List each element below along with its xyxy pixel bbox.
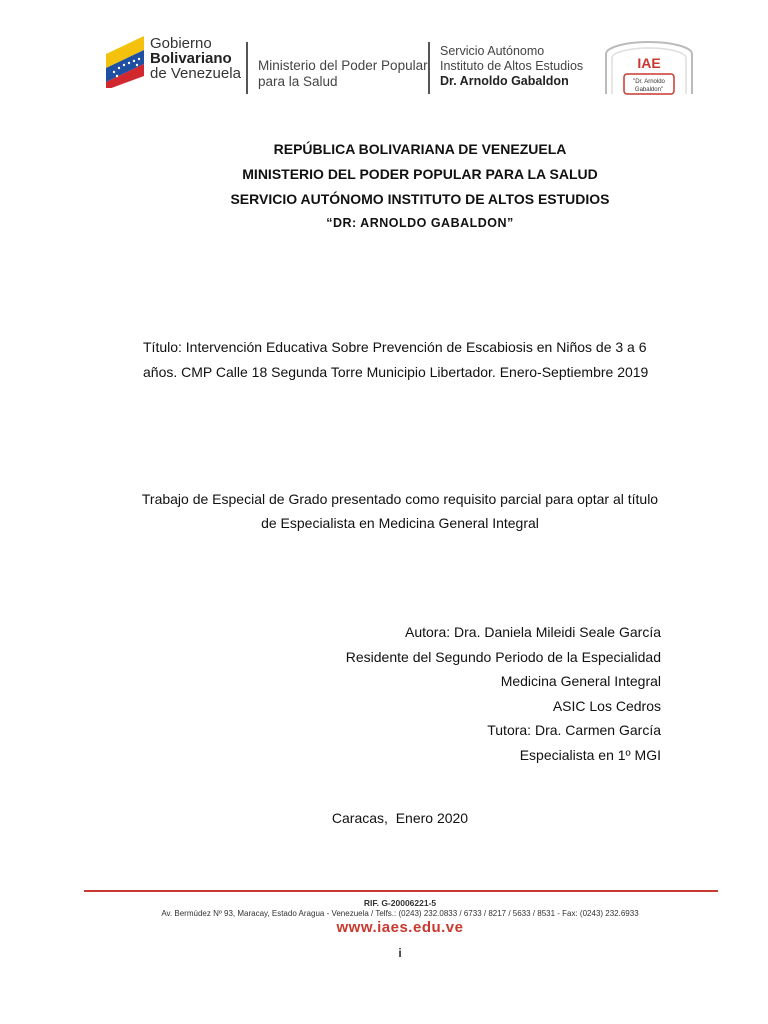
servicio-autonomo-logo-text: Servicio Autónomo Instituto de Altos Estudios Dr. Arnoldo Gabaldon [440,44,584,88]
author-line: Especialista en 1º MGI [519,746,661,763]
header-divider [428,42,430,94]
author-line: Medicina General Integral [500,673,661,690]
thesis-title-line: años. CMP Calle 18 Segunda Torre Municipio Libertador. Enero-Septiembre 2019 [143,364,649,380]
footer-rif: RIF. G-20006221-5 [363,898,437,908]
footer-website: www.iaes.edu.ve [336,919,464,936]
heading-republica: REPÚBLICA BOLIVARIANA DE VENEZUELA [273,141,567,157]
purpose-line: Trabajo de Especial de Grado presentado como requisito parcial para optar al título [141,491,659,507]
page-number: i [398,946,402,960]
author-line: ASIC Los Cedros [552,697,661,714]
iae-logo [602,40,696,96]
author-line: Tutora: Dra. Carmen García [487,722,661,739]
gobierno-bolivariano-logo-text: Gobierno Bolivariano de Venezuela [150,35,241,82]
author-line: Autora: Dra. Daniela Mileidi Seale García [404,624,661,640]
place-date: Caracas, Enero 2020 [331,810,469,826]
author-block [0,620,661,768]
iae-logo-text: IAE [637,55,661,71]
heading-ministerio: MINISTERIO DEL PODER POPULAR PARA LA SALUD [242,166,598,182]
heading-servicio: SERVICIO AUTÓNOMO INSTITUTO DE ALTOS ESTUDIOS [230,191,610,207]
author-line: Residente del Segundo Periodo de la Especialidad [345,648,661,665]
header-divider [246,42,248,94]
iae-logo-subtext: Gabaldon" [634,87,664,93]
footer-address: Av. Bermúdez Nº 93, Maracay, Estado Aragua - Venezuela / Telfs.: (0243) 232.0833 / 6733 / 8217 / 5633 / 8531 - Fax: (0243) 232.6933 [161,909,639,918]
thesis-title-line: Título: Intervención Educativa Sobre Prevención de Escabiosis en Niños de 3 a 6 [143,339,647,355]
footer-rule [84,890,718,892]
heading-arnoldo-gabaldon: “DR: ARNOLDO GABALDON” [326,216,514,230]
purpose-line: de Especialista en Medicina General Integral [261,515,539,531]
venezuela-flag-logo [104,32,148,88]
ministerio-salud-logo-text: Ministerio del Poder Popular para la Salud [258,58,428,89]
iae-logo-subtext: "Dr. Arnoldo [633,79,665,85]
